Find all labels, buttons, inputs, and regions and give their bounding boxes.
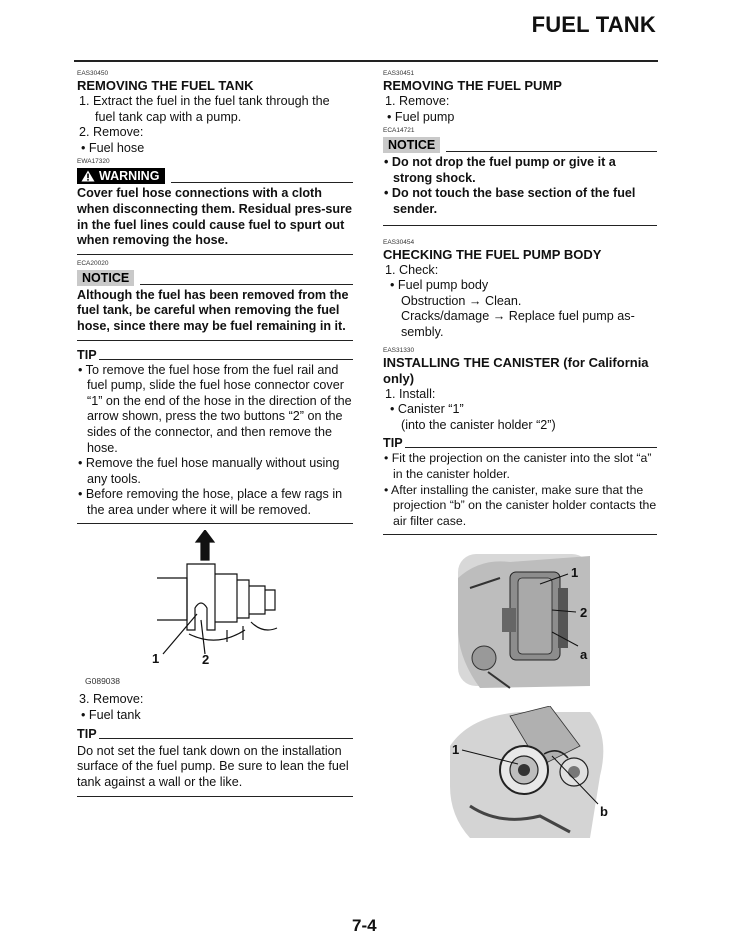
- tip-label: TIP: [77, 347, 97, 362]
- install-step: 1. Install:: [385, 386, 436, 401]
- notice-badge: NOTICE: [383, 137, 440, 153]
- section-heading: REMOVING THE FUEL TANK: [77, 78, 254, 93]
- notice-item-1: • Do not drop the fuel pump or give it a strong shock.: [384, 155, 616, 185]
- tip-header: [77, 348, 353, 363]
- tip-item-1: • Fit the projection on the canister into the slot “a” in the canister holder.: [384, 451, 652, 481]
- left-column: [77, 68, 353, 797]
- section-code: EAS30450: [77, 70, 109, 77]
- step-1: 1. Extract the fuel in the fuel tank through the fuel tank cap with a pump.: [79, 94, 330, 124]
- fuel-hose-connector-illustration: [77, 530, 353, 680]
- callout-a: a: [580, 647, 588, 662]
- step-2-item: • Fuel hose: [81, 140, 145, 155]
- notice-code: ECA20020: [77, 259, 109, 267]
- tip-text-2: Do not set the fuel tank down on the installation surface of the fuel pump. Be sure to lean the fuel tank against a wall or the like.: [77, 743, 349, 789]
- callout-1: 1: [452, 742, 460, 757]
- tip-item-2: • Remove the fuel hose manually without using any tools.: [78, 456, 340, 486]
- tip-item-2: • After installing the canister, make sure that the projection “b” on the canister holder contacts the air filter case.: [384, 482, 657, 528]
- tip-label-2: TIP: [77, 726, 97, 741]
- section-code: EAS30451: [383, 70, 415, 77]
- page-title: FUEL TANK: [531, 12, 656, 37]
- section-heading: INSTALLING THE CANISTER (for California only): [383, 354, 649, 386]
- warning-label: WARNING: [99, 169, 160, 184]
- step-1: 1. Remove:: [385, 94, 450, 108]
- warning-text: Cover fuel hose connections with a cloth when disconnecting them. Residual pres-sure in the fuel lines could cause fuel to spurt out when removing the hose.: [77, 186, 353, 248]
- notice-badge: NOTICE: [77, 270, 134, 286]
- tip-header: [383, 436, 657, 451]
- warning-header: [77, 168, 353, 184]
- check-item: • Fuel pump body: [390, 278, 489, 293]
- step-3-item: • Fuel tank: [81, 708, 141, 723]
- check-line-1: Obstruction → Clean.: [401, 293, 522, 308]
- warning-triangle-icon: [81, 170, 95, 182]
- canister-photo: [440, 548, 620, 696]
- notice-item-2: • Do not touch the base section of the fuel sender.: [384, 186, 636, 216]
- install-sub: (into the canister holder “2”): [401, 417, 556, 432]
- step-3: 3. Remove:: [79, 692, 144, 707]
- notice-text: Although the fuel has been removed from the fuel tank, be careful when removing the fuel hose, since there may be fuel remaining in it.: [77, 287, 349, 333]
- tip-header-2: [77, 727, 353, 742]
- tip-item-3: • Before removing the hose, place a few rags in the area under where it will be removed.: [78, 487, 343, 517]
- figure-code: G089038: [85, 676, 120, 687]
- step-1-item: • Fuel pump: [387, 109, 455, 124]
- header-rule: [74, 60, 658, 62]
- right-column: [383, 68, 657, 535]
- canister-figure: [440, 548, 620, 696]
- section-code: EAS30454: [383, 238, 415, 246]
- section-code: EAS31330: [383, 346, 415, 354]
- fuel-hose-connector-figure: [77, 530, 353, 680]
- canister-holder-figure: [440, 706, 620, 844]
- section-heading: CHECKING THE FUEL PUMP BODY: [383, 246, 602, 262]
- step-2: 2. Remove:: [79, 125, 144, 140]
- callout-1: 1: [152, 651, 160, 667]
- warning-badge: [77, 168, 165, 184]
- notice-header: [77, 270, 353, 286]
- callout-1: 1: [571, 565, 579, 580]
- canister-holder-photo: [440, 706, 620, 844]
- callout-2: 2: [580, 605, 588, 620]
- notice-code: ECA14721: [383, 127, 415, 135]
- tip-item-1: • To remove the fuel hose from the fuel rail and fuel pump, slide the fuel hose connector cover “1” on the end of the hose in the direction of the arrow shown, press the two buttons “2” on the sides of the connector, and then remove the hose.: [78, 362, 352, 455]
- check-line-2: Cracks/damage → Replace fuel pump as-sembly.: [401, 309, 635, 339]
- callout-b: b: [600, 804, 608, 819]
- callout-2: 2: [202, 652, 210, 668]
- tip-label: TIP: [383, 436, 403, 451]
- section-heading: REMOVING THE FUEL PUMP: [383, 78, 562, 93]
- notice-header: [383, 137, 657, 153]
- warning-code: EWA17320: [77, 158, 110, 166]
- page-number: 7-4: [352, 916, 377, 935]
- install-item: • Canister “1”: [390, 402, 464, 417]
- check-step: 1. Check:: [385, 262, 439, 277]
